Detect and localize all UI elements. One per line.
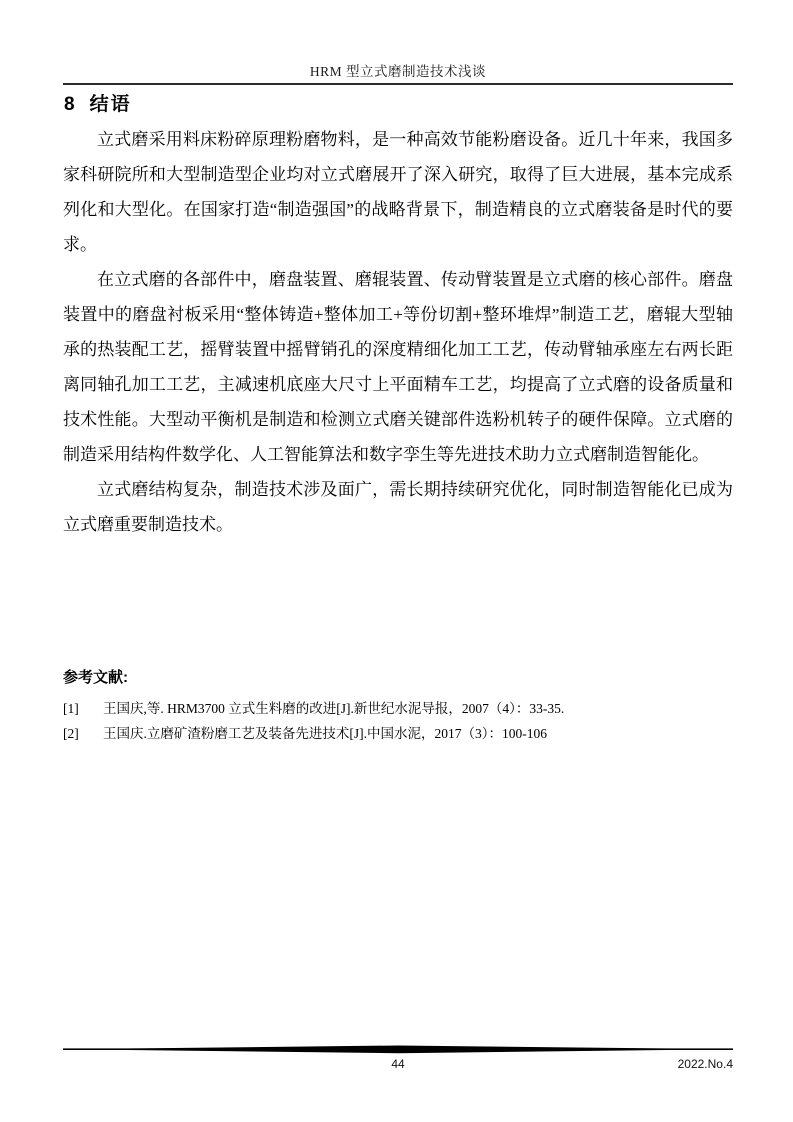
footer-rule-decoration — [63, 1045, 733, 1054]
running-header-title: HRM 型立式磨制造技术浅谈 — [309, 64, 487, 79]
reference-item — [63, 721, 733, 746]
section-title: 结语 — [89, 94, 132, 115]
paragraph-1: 立式磨采用料床粉碎原理粉磨物料，是一种高效节能粉磨设备。近几十年来，我国多家科研院所和大型制造型企业均对立式磨展开了深入研究，取得了巨大进展，基本完成系列化和大型化。在国家打造“制造强国”的战略背景下，制造精良的立式磨装备是时代的要求。 — [63, 130, 733, 254]
section-number: 8 — [64, 94, 75, 115]
paragraph-2: 在立式磨的各部件中，磨盘装置、磨辊装置、传动臂装置是立式磨的核心部件。磨盘装置中的磨盘衬板采用“整体铸造+整体加工+等份切割+整环堆焊”制造工艺，磨辊大型轴承的热装配工艺，摇臂装置中摇臂销孔的深度精细化加工工艺，传动臂轴承座左右两长距离同轴孔加工工艺，主减速机底座大尺寸上平面精车工艺，均提高了立式磨的设备质量和技术性能。大型动平衡机是制造和检测立式磨关键部件选粉机转子的硬件保障。立式磨的制造采用结构件数学化、人工智能算法和数字孪生等先进技术助力立式磨制造智能化。 — [63, 270, 733, 464]
reference-text: 王国庆,等. HRM3700 立式生料磨的改进[J].新世纪水泥导报，2007（4）：33-35. — [103, 701, 565, 716]
page-number: 44 — [391, 1057, 405, 1071]
references-section — [63, 666, 733, 746]
header-rule — [63, 83, 733, 85]
reference-item — [63, 696, 733, 721]
body-text — [63, 122, 733, 542]
reference-index: [2] — [63, 726, 79, 741]
section-heading — [64, 89, 132, 116]
paragraph-3: 立式磨结构复杂，制造技术涉及面广，需长期持续研究优化，同时制造智能化已成为立式磨重要制造技术。 — [63, 480, 733, 534]
footer-row — [63, 1057, 733, 1073]
reference-text: 王国庆.立磨矿渣粉磨工艺及装备先进技术[J].中国水泥，2017（3）：100-106 — [103, 726, 547, 741]
issue-number: 2022.No.4 — [677, 1057, 733, 1071]
reference-index: [1] — [63, 701, 79, 716]
page-footer — [63, 1045, 733, 1073]
references-heading: 参考文献: — [63, 669, 128, 686]
